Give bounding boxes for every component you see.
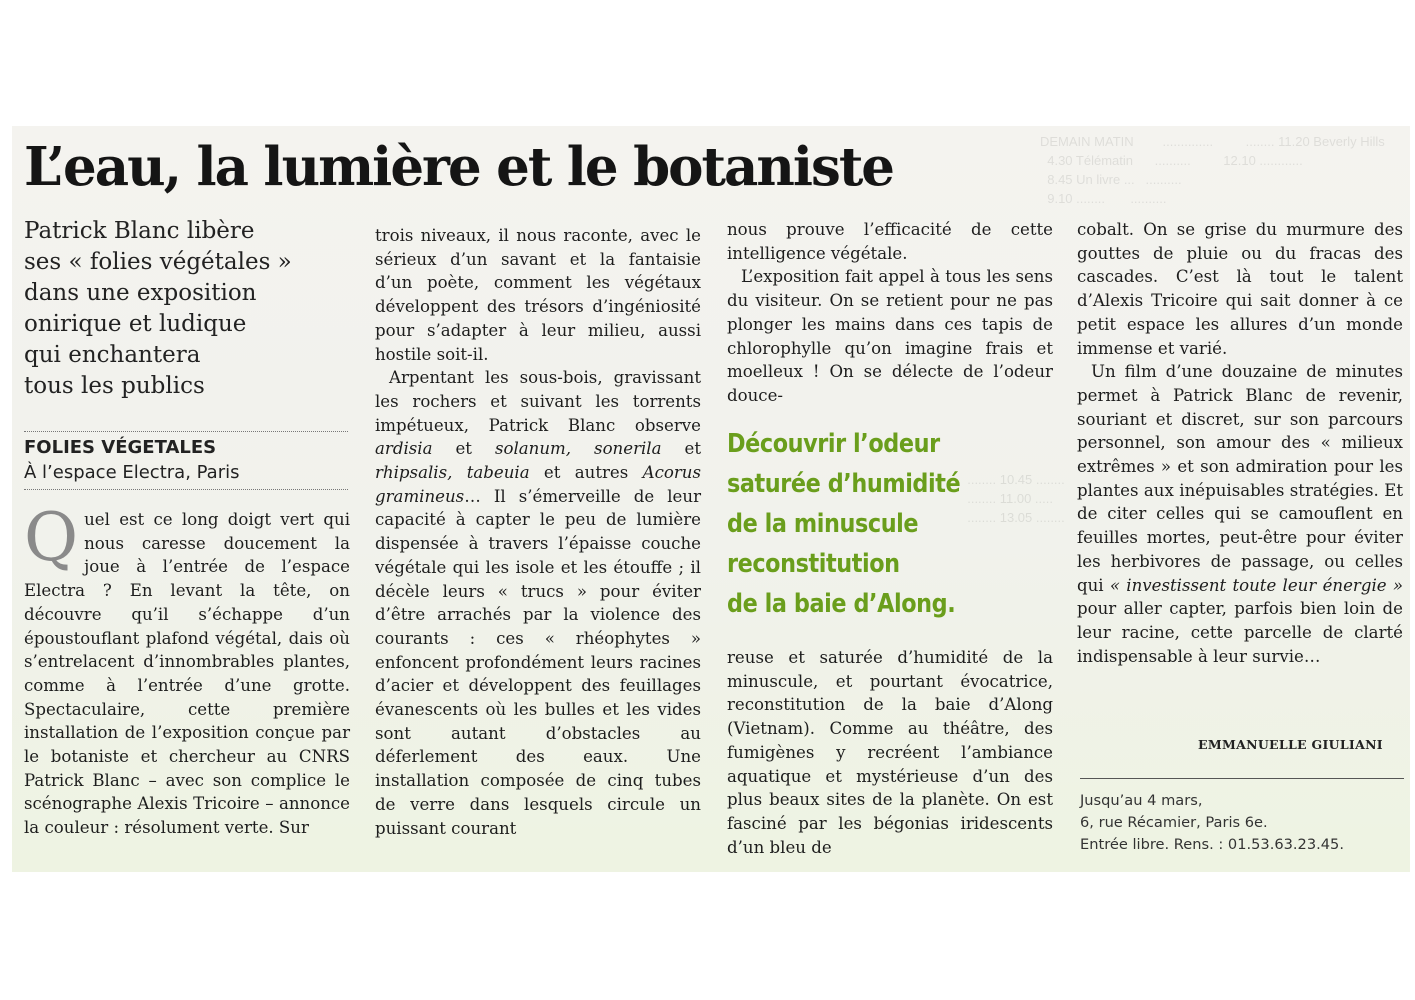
article-paragraph (375, 366, 701, 840)
article-column-3-bottom (727, 646, 1053, 859)
species-name: ardisia (375, 439, 433, 459)
venue-rule (24, 489, 348, 490)
dek-line: dans une exposition (24, 280, 257, 306)
paragraph-text: uel est ce long doigt vert qui nous caresse doucement la joue à l’entrée de l’espace Electra ? En levant la tête, on découvre qu’il s’échappe d’un époustouflant plafond végétal, dais où s’entrelacent d’innombrables plantes, comme à l’entrée d’une grotte. Spectaculaire, cette première installation de l’exposition conçue par le botaniste et chercheur au CNRS Patrick Blanc – avec son complice le scénographe Alexis Tricoire – annonce la couleur : résolument verte. Sur (24, 510, 350, 838)
article-column-1 (24, 499, 350, 840)
pull-quote-line: Découvrir l’odeur (727, 429, 940, 459)
species-name: Acorus gramineus (375, 463, 701, 506)
article-paragraph: L’exposition fait appel à tous les sens du visiteur. On se retient pour ne pas plonger les mains dans ces tapis de chlorophylle qu’on imagine frais et moelleux ! On se délecte de l’odeur douce- (727, 267, 1053, 405)
article-column-2 (375, 224, 701, 840)
article-paragraph: trois niveaux, il nous raconte, avec le sérieux d’un savant et la fantaisie d’un poète, comment les végétaux développent des trésors d’ingéniosité pour s’adapter à leur milieu, aussi hostile soit-il. (375, 226, 701, 364)
paragraph-text: et (432, 439, 495, 459)
pull-quote-line: saturée d’humidité (727, 469, 961, 499)
rubric-rule (24, 431, 348, 432)
info-line: Entrée libre. Rens. : 01.53.63.23.45. (1080, 836, 1344, 853)
paragraph-text: pour aller capter, parfois bien loin de leur racine, cette parcelle de clarté indispensable à leur survie… (1077, 599, 1403, 666)
paragraph-text: Arpentant les sous-bois, gravissant les rochers et suivant les torrents impétueux, Patrick Blanc observe (375, 368, 701, 435)
species-name: solanum, sonerila (494, 439, 662, 459)
venue-line: À l’espace Electra, Paris (24, 462, 240, 483)
dek-line: onirique et ludique (24, 311, 247, 337)
byline: EMMANUELLE GIULIANI (1198, 737, 1383, 752)
paragraph-text: Un film d’une douzaine de minutes permet à Patrick Blanc de revenir, souriant et discret, sur son parcours personnel, son amour des « milieux extrêmes » et son admiration pour les plantes aux inépuisables stratégies. Et de citer celles qui se camouflent en feuilles mortes, peut-être pour éviter les herbivores de passage, ou celles qui (1077, 362, 1403, 595)
paragraph-text: … Il s’émerveille de leur capacité à capter le peu de lumière dispensée à travers l’épaisse couche végétale qui les isole et les étouffe ; il décèle leurs « trucs » pour éviter d’être arrachés par la violence des courants : ces « rhéophytes » enfoncent profondément leurs racines d’acier et développent des feuillages évanescents où les bulles et les vides sont autant d’obstacles au déferlement des eaux. Une installation composée de cinq tubes de verre dans lesquels circule un puissant courant (375, 486, 701, 838)
paragraph-text: et (661, 439, 701, 459)
paragraph-text: et autres (529, 463, 643, 483)
pull-quote-line: reconstitution (727, 549, 900, 579)
info-line: Jusqu’au 4 mars, (1080, 792, 1203, 809)
drop-cap: Q (24, 499, 79, 576)
pull-quote (727, 424, 1027, 624)
headline: L’eau, la lumière et le botaniste (24, 136, 894, 198)
species-name: rhipsalis, tabeuia (375, 463, 530, 483)
article-paragraph (24, 499, 350, 840)
article-column-3-top (727, 218, 1053, 408)
pull-quote-line: de la baie d’Along. (727, 589, 956, 619)
dek-line: qui enchantera (24, 342, 201, 368)
pull-quote-line: de la minuscule (727, 509, 919, 539)
article-paragraph: reuse et saturée d’humidité de la minuscule, et pourtant évocatrice, reconstitution de la baie d’Along (Vietnam). Comme au théâtre, des fumigènes y recréent l’ambiance aquatique et mystérieuse d’un des plus beaux sites de la planète. On est fasciné par les bégonias iridescents d’un bleu de (727, 648, 1053, 857)
bleed-through-text: ........ 10.45 ........ ........ 11.00 ..... ........ 13.05 ........ (967, 472, 1065, 525)
article-paragraph: nous prouve l’efficacité de cette intelligence végétale. (727, 220, 1053, 263)
info-rule (1080, 778, 1404, 779)
article-paragraph: cobalt. On se grise du murmure des gouttes de pluie ou du fracas des cascades. C’est là tout le talent d’Alexis Tricoire qui sait donner à ce petit espace les allures d’un monde immense et varié. (1077, 220, 1403, 358)
article-paragraph (1077, 360, 1403, 668)
rubric: FOLIES VÉGETALES (24, 437, 217, 458)
dek-line: ses « folies végétales » (24, 249, 292, 275)
article-dek (24, 216, 354, 402)
dek-line: tous les publics (24, 373, 205, 399)
quoted-text: « investissent toute leur énergie » (1109, 575, 1403, 595)
bleed-through-text: DEMAIN MATIN .............. ........ 11.20 Beverly Hills 4.30 Télématin .......... 12.10 ............ 8.45 Un livre ... .......... 9.10 ........ .......... (1040, 134, 1385, 206)
article-column-4 (1077, 218, 1403, 668)
dek-line: Patrick Blanc libère (24, 218, 255, 244)
info-line: 6, rue Récamier, Paris 6e. (1080, 814, 1268, 831)
practical-info (1080, 790, 1344, 856)
